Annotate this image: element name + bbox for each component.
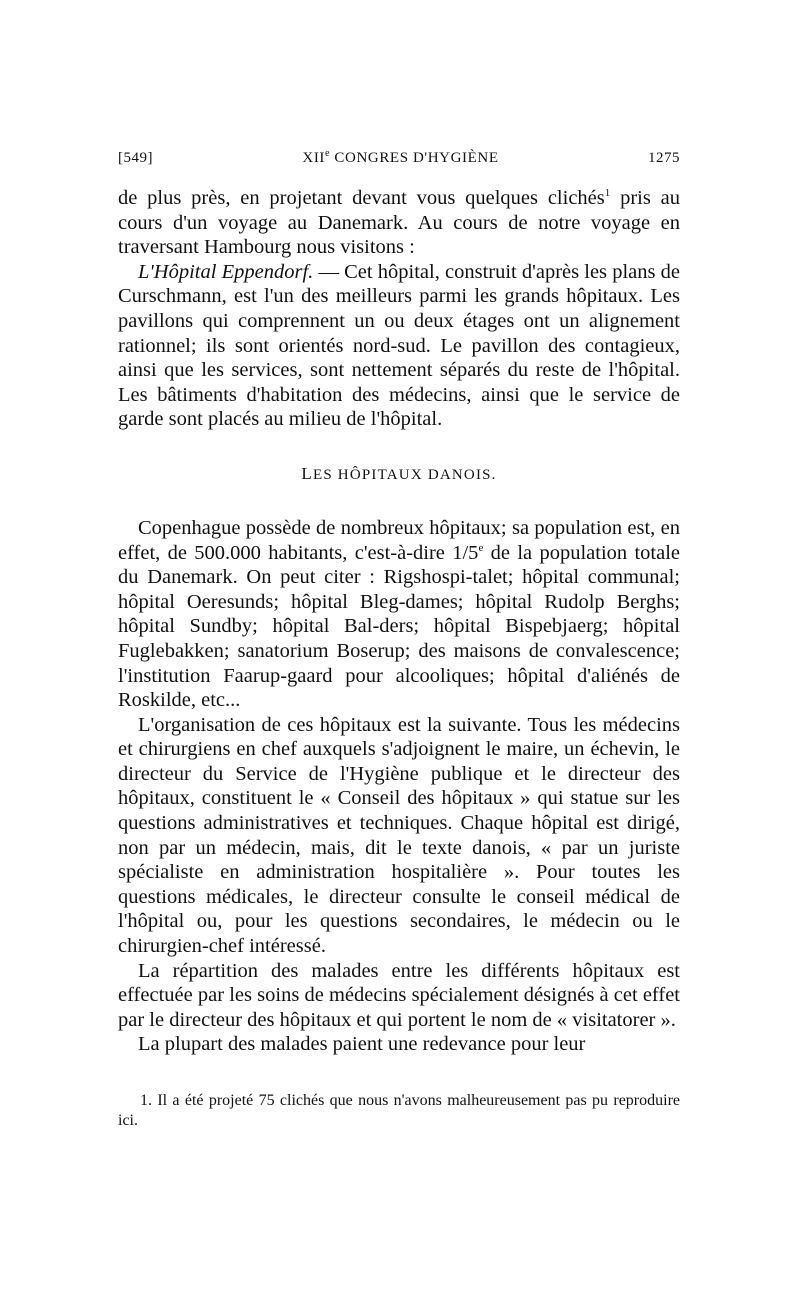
running-title xyxy=(302,150,498,167)
eppendorf-text: — Cet hôpital, construit d'après les plans de Curschmann, est l'un des meilleurs parmi les grands hôpitaux. Les pavillons qui comprennent un ou deux étages ont un alignement rationnel; ils sont orientés nord-sud. Le pavillon des contagieux, ainsi que les services, sont nettement séparés du reste de l'hôpital. Les bâtiments d'habitation des médecins, ainsi que le service de garde sont placés au milieu de l'hôpital. xyxy=(118,260,680,431)
paragraph-redevance: La plupart des malades paient une redevance pour leur xyxy=(138,1033,586,1056)
paragraph-copenhague xyxy=(118,516,680,713)
running-title-roman: XII xyxy=(302,150,326,166)
footnote-text: Il a été projeté 75 clichés que nous n'avons malheureusement pas pu reproduire ici. xyxy=(118,1092,680,1129)
eppendorf-title: L'Hôpital Eppendorf. xyxy=(138,260,314,283)
paragraph-organisation: L'organisation de ces hôpitaux est la suivante. Tous les médecins et chirurgiens en chef auxquels s'adjoignent le maire, un échevin, le directeur du Service de l'Hygiène publique et le directeur des hôpitaux, constituent le « Conseil des hôpitaux » qui statue sur les questions administratives et techniques. Chaque hôpital est dirigé, non par un médecin, mais, dit le texte danois, « par un juriste spécialiste en administration hospitalière ». Pour toutes les questions médicales, le directeur consulte le conseil médical de l'hôpital ou, pour les questions secondaires, le médecin ou le chirurgien-chef intéressé. xyxy=(118,713,680,958)
footnote-number: 1. xyxy=(140,1092,152,1109)
section-heading xyxy=(118,462,680,482)
running-head xyxy=(118,150,680,174)
footnote-reference: 1 xyxy=(604,187,611,200)
page-number: 1275 xyxy=(647,150,680,166)
book-page xyxy=(118,150,680,1131)
footnote xyxy=(118,1091,680,1131)
paragraph-intro-tail: pris au cours d'un voyage au Danemark. Au cours de notre voyage en traversant Hambourg nous visitons : xyxy=(118,187,680,259)
paragraph-eppendorf xyxy=(118,260,680,432)
paragraph-repartition: La répartition des malades entre les différents hôpitaux est effectuée par les soins de médecins spécialement désignés à cet effet par le directeur des hôpitaux et qui portent le nom de « visitatorer ». xyxy=(118,959,680,1031)
paragraph-intro-text: de plus près, en projetant devant vous quelques clichés xyxy=(118,187,605,209)
section-heading-rest: ES HÔPITAUX DANOIS. xyxy=(312,466,497,483)
paragraph-intro xyxy=(118,186,680,260)
running-title-text: CONGRES D'HYGIÈNE xyxy=(330,150,499,166)
section-heading-cap: L xyxy=(301,463,313,483)
running-title-ordinal: e xyxy=(325,148,331,159)
copenhague-text-a: Copenhague possède de nombreux hôpitaux; sa population est, en effet, de 500.000 habitants, c'est-à-dire 1/5 xyxy=(118,516,680,564)
copenhague-text-b: de la population totale du Danemark. On peut citer : Rigshospi-talet; hôpital communal; hôpital Oeresunds; hôpital Bleg-dames; hôpital Rudolp Berghs; hôpital Sundby; hôpital Bal-ders; hôpital Bispebjaerg; hôpital Fuglebakken; sanatorium Boserup; des maisons de convalescence; l'institution Faarup-gaard pour alcooliques; hôpital d'aliénés de Roskilde, etc... xyxy=(118,541,680,712)
main-text xyxy=(118,186,680,1057)
page-reference: [549] xyxy=(118,150,153,166)
copenhague-ordinal: e xyxy=(478,541,484,554)
